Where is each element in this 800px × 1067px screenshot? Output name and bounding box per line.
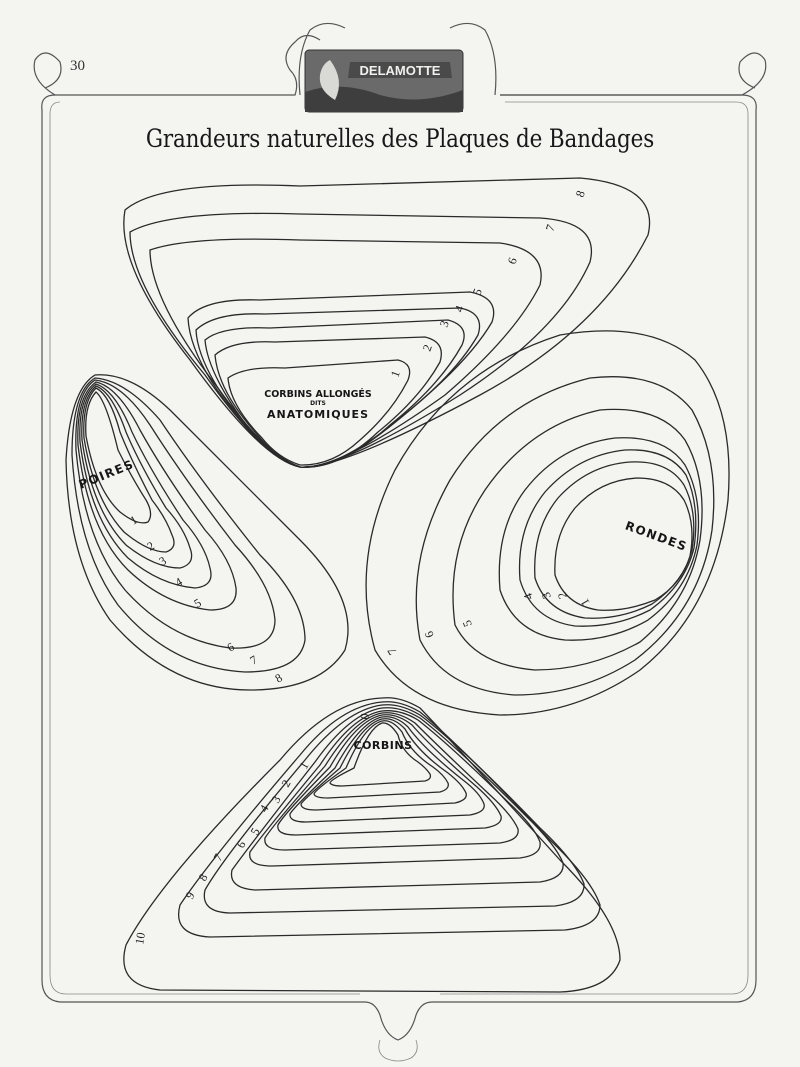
corbins-outline-9 [179, 702, 600, 937]
logo-text: DELAMOTTE [359, 63, 441, 78]
rondes-outline-7 [366, 331, 729, 715]
rondes-size-7: 7 [384, 645, 400, 658]
corbins-size-6: 6 [233, 838, 249, 851]
corbins-allonges-size-2: 2 [419, 342, 435, 354]
corbins-allonges-label-anatomiques: ANATOMIQUES [267, 408, 369, 421]
corbins-allonges-size-5: 5 [469, 286, 485, 298]
corbins-allonges-outline-5 [188, 292, 494, 467]
rondes-size-6: 6 [421, 629, 437, 640]
corbins-size-2: 2 [278, 777, 294, 790]
corbins-allonges-outline-7 [130, 213, 591, 467]
poires-size-1: 1 [127, 512, 140, 528]
corbins-group [124, 698, 620, 992]
poires-size-7: 7 [247, 652, 260, 668]
corbins-allonges-group [124, 178, 650, 467]
poires-group [66, 375, 348, 690]
poires-size-2: 2 [144, 538, 157, 554]
page-title: Grandeurs naturelles des Plaques de Bandages [145, 124, 655, 153]
corbins-allonges-outline-6 [150, 239, 541, 467]
rondes-size-2: 2 [554, 590, 570, 601]
corbins-size-7: 7 [210, 851, 226, 864]
corbins-size-9: 9 [182, 889, 198, 902]
corbins-allonges-label-dits: DITS [310, 400, 326, 407]
poires-label: POIRES [76, 456, 137, 492]
corbins-outline-5 [265, 713, 518, 850]
rondes-group [366, 331, 729, 715]
poires-size-6: 6 [224, 639, 237, 655]
corbins-allonges-label: CORBINS ALLONGÉS [264, 389, 372, 400]
rondes-size-3: 3 [538, 590, 554, 601]
corbins-size-1: 1 [296, 759, 312, 772]
corbins-allonges-size-4: 4 [451, 303, 467, 315]
corbins-size-5: 5 [247, 825, 263, 838]
delamotte-logo [305, 50, 463, 112]
corbins-size-8: 8 [195, 871, 211, 884]
corbins-allonges-size-7: 7 [542, 222, 558, 234]
corbins-size-0: 0 [357, 712, 372, 721]
corbins-size-3: 3 [268, 793, 284, 806]
rondes-size-5: 5 [459, 618, 475, 629]
corbins-allonges-size-8: 8 [572, 188, 588, 200]
poires-size-4: 4 [172, 574, 185, 590]
poires-size-8: 8 [272, 670, 285, 686]
corbins-size-10: 10 [132, 931, 149, 946]
corbins-allonges-outline-4 [196, 308, 480, 467]
poires-size-5: 5 [191, 595, 204, 611]
page-number: 30 [70, 58, 85, 74]
rondes-label: RONDES [623, 518, 690, 554]
corbins-allonges-size-6: 6 [504, 255, 520, 267]
corbins-label: CORBINS [353, 739, 413, 752]
rondes-size-1: 1 [577, 596, 593, 609]
poires-outline-7 [72, 378, 305, 672]
corbins-allonges-size-3: 3 [436, 318, 452, 330]
corbins-allonges-outline-2 [215, 337, 441, 467]
corbins-size-4: 4 [256, 802, 272, 815]
corbins-allonges-size-1: 1 [387, 368, 403, 380]
poires-size-3: 3 [156, 553, 169, 569]
rondes-size-4: 4 [520, 591, 536, 602]
